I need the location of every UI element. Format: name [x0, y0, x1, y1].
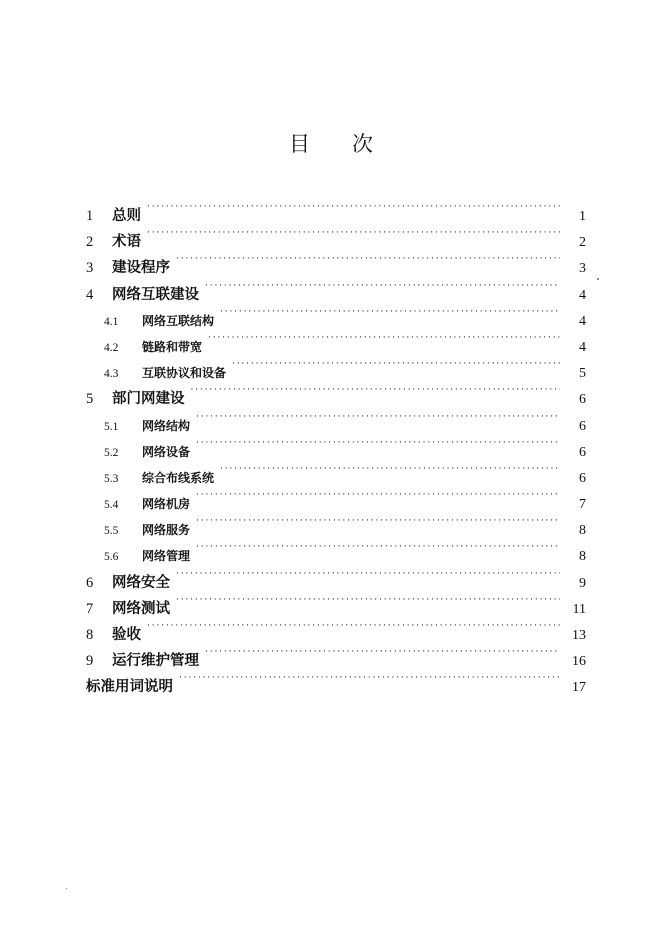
toc-entry-number: 2: [86, 234, 94, 251]
dot-leader: [147, 220, 560, 246]
dot-leader: [147, 194, 560, 220]
toc-entry-number: 6: [86, 574, 94, 591]
toc-entry-page-number: 9: [579, 575, 586, 591]
dot-leader: [205, 639, 560, 665]
toc-entry-number: 9: [86, 653, 94, 670]
page-title: [0, 128, 662, 158]
dot-leader: [191, 377, 561, 403]
toc-entry-number: 5.3: [104, 472, 119, 485]
dot-leader: [220, 456, 560, 482]
toc-entry-page-number: 6: [579, 470, 586, 486]
toc-entry-page-number: 7: [579, 497, 586, 513]
toc-entry-label: 网络设备: [142, 444, 191, 459]
dot-leader: [220, 299, 560, 325]
toc-entry[interactable]: [86, 246, 586, 277]
toc-entry-label: 网络测试: [112, 599, 170, 617]
dot-leader: [196, 508, 560, 534]
dot-leader: [196, 482, 560, 508]
toc-entry-number: 1: [86, 208, 94, 224]
toc-entry-label: 网络服务: [142, 523, 191, 538]
toc-entry-page-number: 6: [579, 392, 586, 408]
toc-entry-number: 8: [86, 627, 94, 643]
toc-entry-label: 术语: [112, 233, 141, 251]
toc-entry-number: 5.4: [104, 499, 119, 512]
toc-entry-page-number: 4: [579, 287, 586, 303]
dot-leader: [205, 273, 560, 299]
toc-entry-label: 网络机房: [142, 497, 191, 512]
toc-entry-number: 4.3: [104, 368, 119, 381]
toc-entry-number: 4: [86, 286, 94, 303]
toc-entry-page-number: 8: [579, 523, 586, 539]
dot-leader: [176, 246, 560, 272]
toc-entry-label: 链路和带宽: [142, 339, 203, 354]
scan-speck: [66, 888, 67, 889]
toc-entry-number: 3: [86, 260, 94, 277]
scan-speck: [597, 278, 599, 280]
toc-entry-number: 4.2: [104, 341, 119, 354]
toc-entry-page-number: 4: [579, 339, 586, 355]
toc-entry-page-number: 3: [579, 261, 586, 277]
dot-leader: [176, 561, 560, 587]
toc-entry-number: 5.6: [104, 551, 119, 564]
table-of-contents: [86, 194, 586, 696]
toc-entry[interactable]: [86, 194, 586, 224]
dot-leader: [179, 665, 560, 691]
toc-entry-number: 5: [86, 391, 94, 408]
title-char-1: 目: [289, 132, 310, 156]
toc-entry-label: 建设程序: [112, 259, 170, 277]
toc-entry-label: 验收: [112, 626, 141, 643]
toc-entry-number: 4.1: [104, 315, 119, 328]
dot-leader: [208, 325, 560, 351]
toc-entry[interactable]: [86, 639, 586, 670]
toc-entry[interactable]: [86, 220, 586, 251]
toc-entry-label: 运行维护管理: [112, 652, 199, 670]
toc-entry-page-number: 6: [579, 418, 586, 434]
title-char-2: 次: [352, 132, 373, 156]
toc-entry-page-number: 6: [579, 444, 586, 460]
toc-entry-label: 标准用词说明: [86, 678, 173, 696]
toc-entry-label: 网络结构: [142, 418, 191, 433]
toc-entry-page-number: 5: [579, 366, 586, 382]
toc-entry-page-number: 1: [579, 209, 586, 224]
toc-entry-label: 综合布线系统: [142, 470, 215, 485]
dot-leader: [196, 430, 560, 456]
toc-entry-number: 5.5: [104, 525, 119, 538]
dot-leader: [176, 587, 560, 613]
toc-entry-number: 7: [86, 600, 94, 617]
toc-entry-page-number: 8: [579, 549, 586, 565]
toc-entry-page-number: 17: [572, 680, 586, 696]
dot-leader: [196, 534, 560, 560]
toc-entry-page-number: 11: [572, 601, 586, 617]
toc-entry-page-number: 13: [572, 628, 586, 643]
toc-entry-label: 总则: [112, 207, 141, 224]
toc-entry-number: 5.1: [104, 420, 119, 433]
toc-entry-label: 网络安全: [112, 573, 170, 591]
toc-entry[interactable]: [86, 613, 586, 643]
toc-entry-label: 互联协议和设备: [142, 366, 227, 381]
dot-leader: [196, 404, 560, 430]
toc-entry-page-number: 4: [579, 313, 586, 329]
dot-leader: [232, 351, 560, 377]
toc-entry-number: 5.2: [104, 446, 119, 459]
toc-entry-label: 网络管理: [142, 549, 191, 564]
toc-entry-label: 网络互联结构: [142, 313, 215, 328]
toc-entry-label: 部门网建设: [112, 390, 185, 408]
toc-entry-page-number: 16: [572, 654, 586, 670]
dot-leader: [147, 613, 560, 639]
toc-entry-label: 网络互联建设: [112, 285, 199, 303]
toc-entry-page-number: 2: [579, 235, 586, 251]
